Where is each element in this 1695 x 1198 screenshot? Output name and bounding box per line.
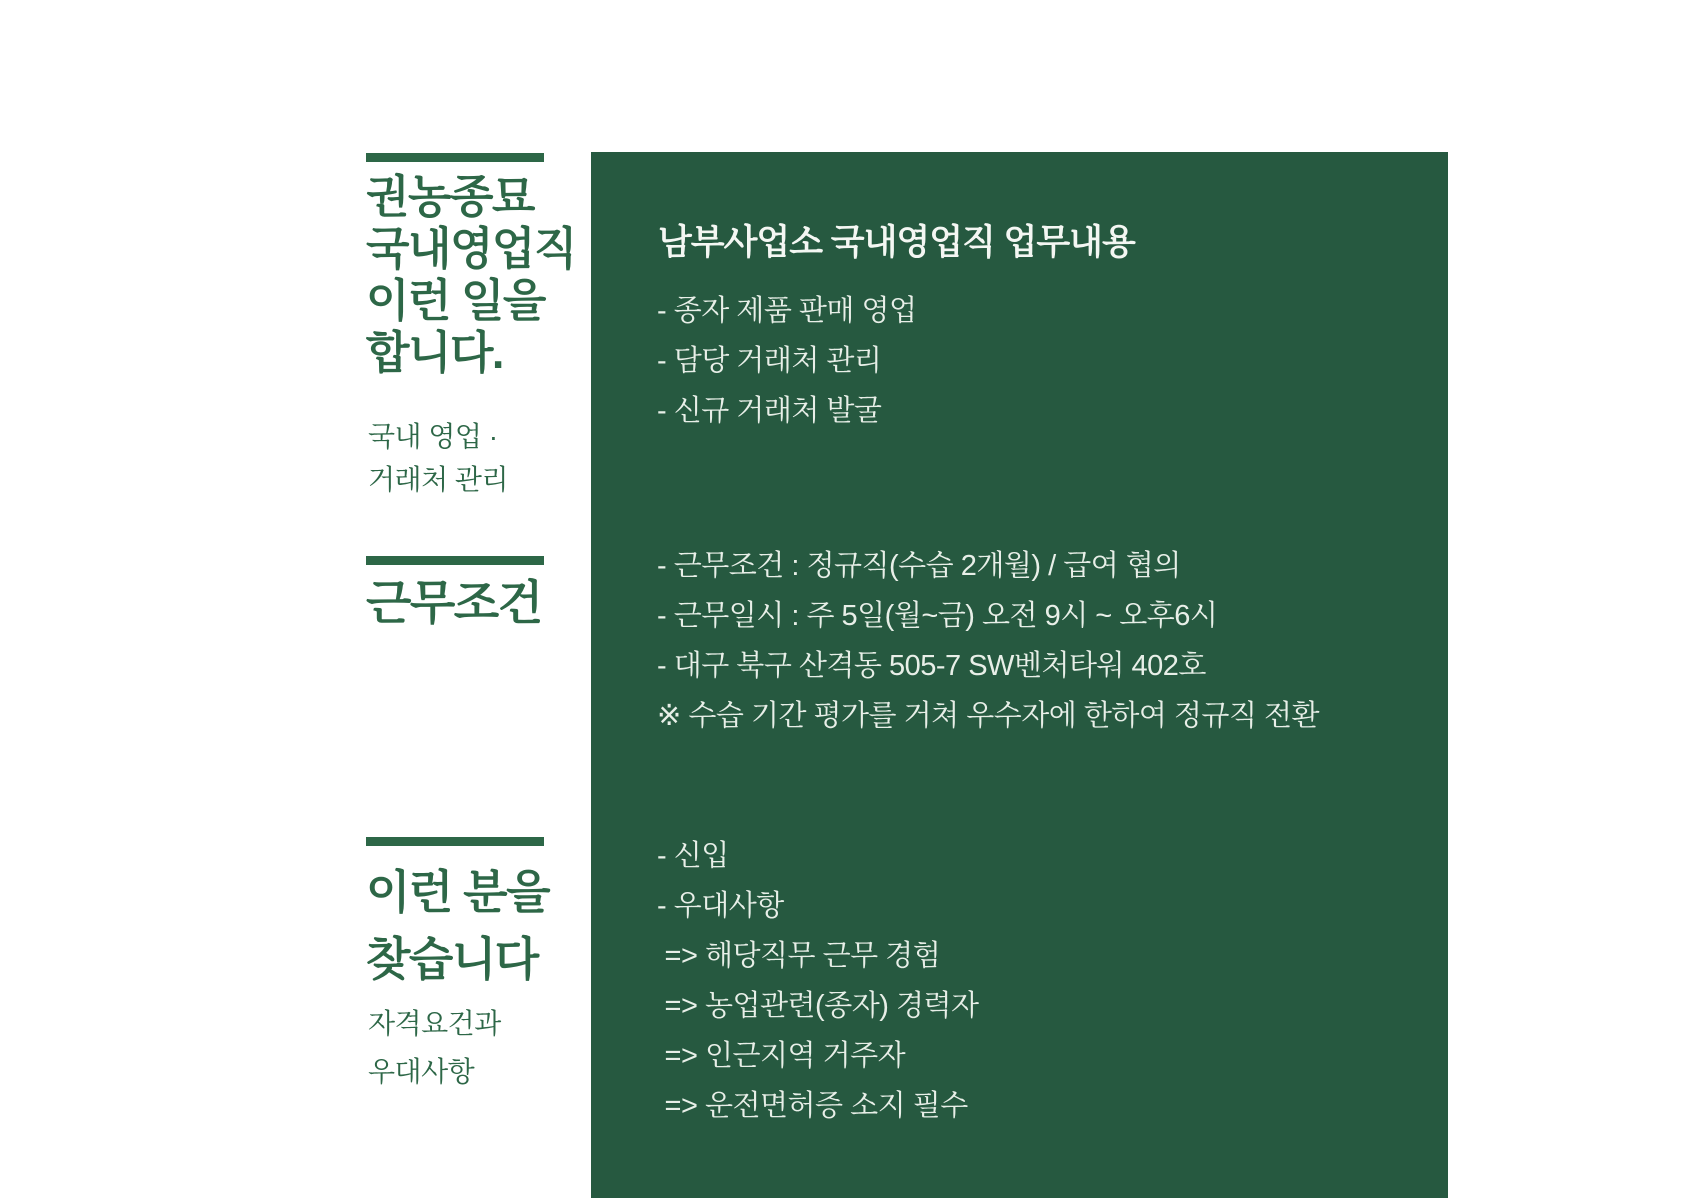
section-title-candidate: [366, 859, 549, 993]
list-item: - 신규 거래처 발굴: [657, 395, 882, 427]
list-item: - 대구 북구 산격동 505-7 SW벤처타워 402호: [657, 650, 1206, 682]
section-subtitle-role-intro: [368, 415, 508, 501]
list-item: - 우대사항: [657, 890, 784, 922]
list-item: ※ 수습 기간 평가를 거쳐 우수자에 한하여 정규직 전환: [657, 700, 1320, 732]
list-item: - 신입: [657, 840, 729, 872]
sidebar-section-candidate: [366, 837, 576, 1097]
subtitle-line: 거래처 관리: [368, 464, 509, 495]
list-item: - 근무일시 : 주 5일(월~금) 오전 9시 ~ 오후6시: [657, 600, 1218, 632]
title-line: 이런 일을: [366, 275, 545, 326]
section-title-work-conditions: [366, 576, 542, 630]
list-item: => 해당직무 근무 경험: [657, 940, 941, 972]
title-line: 권농종묘: [366, 171, 534, 222]
section-accent-bar: [366, 556, 544, 565]
list-item: => 농업관련(종자) 경력자: [657, 990, 979, 1022]
list-item: - 근무조건 : 정규직(수습 2개월) / 급여 협의: [657, 550, 1181, 582]
sidebar-section-work-conditions: [366, 556, 576, 646]
list-item: => 인근지역 거주자: [657, 1040, 906, 1072]
job-detail-panel: [591, 152, 1448, 1198]
list-item: => 운전면허증 소지 필수: [657, 1090, 968, 1122]
section-subtitle-candidate: [368, 1000, 501, 1096]
qualifications-list: [657, 831, 1418, 1131]
job-duties-list: [657, 286, 1418, 436]
title-line: 근무조건: [366, 576, 542, 629]
list-item: - 종자 제품 판매 영업: [657, 295, 917, 327]
title-line: 합니다.: [366, 327, 503, 378]
subtitle-line: 자격요건과: [368, 1008, 501, 1039]
panel-heading: 남부사업소 국내영업직 업무내용: [658, 223, 1135, 262]
subtitle-line: 우대사항: [368, 1056, 475, 1087]
section-title-role-intro: [366, 171, 576, 379]
list-item: - 담당 거래처 관리: [657, 345, 882, 377]
title-line: 찾습니다: [366, 933, 538, 985]
section-accent-bar: [366, 837, 544, 846]
work-conditions-list: [657, 541, 1418, 741]
title-line: 이런 분을: [366, 866, 550, 918]
title-line: 국내영업직: [366, 223, 576, 274]
section-accent-bar: [366, 153, 544, 162]
subtitle-line: 국내 영업 ·: [368, 421, 498, 452]
sidebar-section-role-intro: [366, 153, 576, 513]
